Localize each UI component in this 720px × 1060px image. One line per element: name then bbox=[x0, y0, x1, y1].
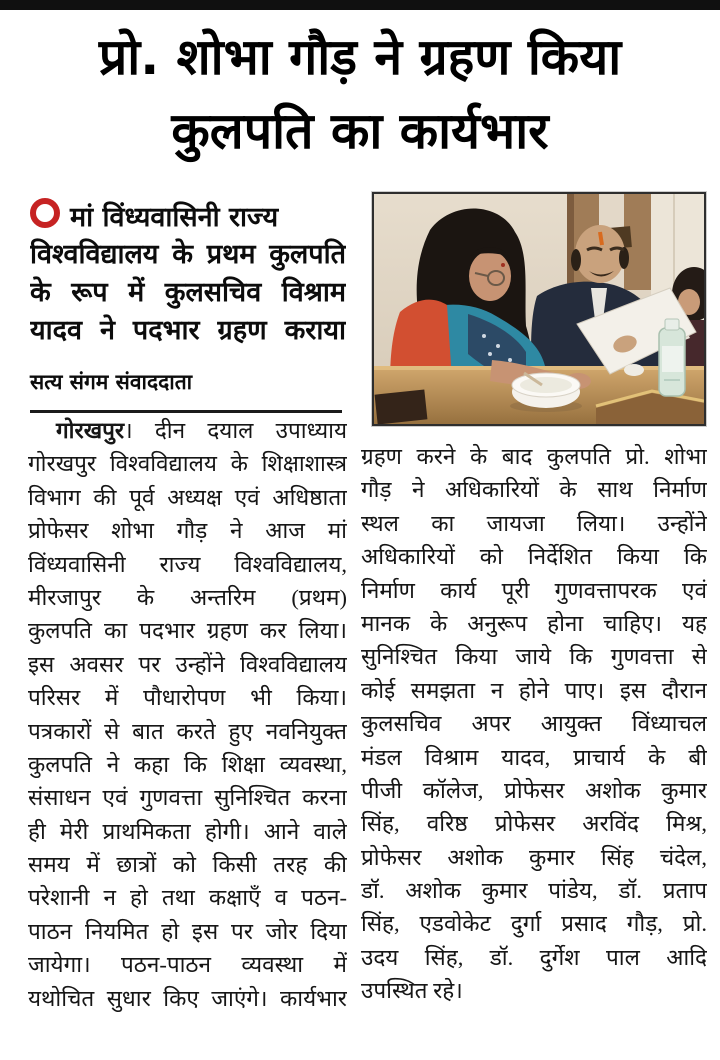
body-text-line: यथोचित सुधार किए जाएंगे। कार्यभार bbox=[28, 985, 347, 1011]
byline-divider-rule bbox=[30, 410, 342, 413]
lede-text: मां विंध्यवासिनी राज्य bbox=[70, 202, 279, 233]
article-column-right bbox=[361, 440, 707, 1008]
body-text-line: पीजी कॉलेज, प्रोफेसर अशोक कुमार bbox=[361, 777, 707, 803]
dateline: गोरखपुर bbox=[56, 418, 125, 443]
body-text-line: उपस्थित रहे। bbox=[361, 978, 463, 1004]
page-top-border-bar bbox=[0, 0, 720, 10]
article-column-left bbox=[28, 414, 347, 1015]
body-text-line: कुलसचिव अपर आयुक्त विंध्याचल bbox=[361, 711, 707, 737]
body-text-line: मंडल विश्राम यादव, प्राचार्य के बी bbox=[361, 744, 707, 770]
body-text-line: मीरजापुर के अन्तरिम (प्रथम) bbox=[28, 584, 347, 610]
body-text-line: समय में छात्रों को किसी तरह की bbox=[28, 852, 347, 878]
body-text-line: प्रोफेसर अशोक कुमार सिंह चंदेल, bbox=[361, 844, 707, 870]
body-text-line: स्थल का जायजा लिया। उन्होंने bbox=[361, 510, 707, 536]
left-column-lines bbox=[28, 447, 347, 1015]
lede-line: के रूप में कुलसचिव विश्राम bbox=[30, 277, 346, 308]
right-column-lines bbox=[361, 440, 707, 1008]
first-line-text: । दीन दयाल उपाध्याय bbox=[124, 418, 347, 443]
body-text-line: निर्माण कार्य पूरी गुणवत्तापरक एवं bbox=[361, 577, 707, 603]
news-photograph bbox=[372, 192, 706, 426]
lede-line: यादव ने पदभार ग्रहण कराया bbox=[30, 315, 346, 346]
body-text-line: गोरखपुर विश्वविद्यालय के शिक्षाशास्त्र bbox=[28, 451, 347, 477]
body-text-line: इस अवसर पर उन्होंने विश्वविद्यालय bbox=[28, 651, 347, 677]
body-text-line: परेशानी न हो तथा कक्षाएँ व पठन- bbox=[28, 885, 347, 911]
body-text-line: विभाग की पूर्व अध्यक्ष एवं अधिष्ठाता bbox=[28, 484, 347, 510]
body-text-line: ग्रहण करने के बाद कुलपति प्रो. शोभा bbox=[361, 444, 707, 469]
byline: सत्य संगम संवाददाता bbox=[30, 370, 193, 394]
body-text-line: अधिकारियों को निर्देशित किया कि bbox=[361, 544, 707, 570]
body-text-line: पाठन नियमित हो इस पर जोर दिया bbox=[28, 918, 347, 944]
body-text-line: मानक के अनुरूप होना चाहिए। यह bbox=[361, 610, 707, 636]
body-text-line: कुलपति ने कहा कि शिक्षा व्यवस्था, bbox=[28, 751, 347, 777]
body-text-line: कोई समझता न होने पाए। इस दौरान bbox=[361, 677, 707, 703]
body-text-line: सिंह, वरिष्ठ प्रोफेसर अरविंद मिश्र, bbox=[361, 811, 707, 837]
body-text-line: पत्रकारों से बात करते हुए नवनियुक्त bbox=[28, 718, 347, 744]
body-text-line: परिसर में पौधारोपण भी किया। bbox=[28, 685, 347, 711]
headline-line-2: कुलपति का कार्यभार bbox=[171, 102, 549, 160]
headline-line-1: प्रो. शोभा गौड़ ने ग्रहण किया bbox=[98, 28, 622, 86]
body-text-line: ही मेरी प्राथमिकता होगी। आने वाले bbox=[28, 818, 347, 844]
body-text-line: डॉ. अशोक कुमार पांडेय, डॉ. प्रताप bbox=[361, 878, 707, 904]
body-text-line: कुलपति का पदभार ग्रहण कर लिया। bbox=[28, 618, 347, 644]
body-text-line: संसाधन एवं गुणवत्ता सुनिश्चित करना bbox=[28, 785, 347, 811]
body-text-line: सिंह, एडवोकेट दुर्गा प्रसाद गौड़, प्रो. bbox=[361, 911, 707, 937]
article-headline bbox=[0, 20, 720, 168]
body-text-line: गौड़ ने अधिकारियों के साथ निर्माण bbox=[361, 477, 707, 503]
lede-line bbox=[30, 198, 346, 236]
body-first-line bbox=[28, 414, 347, 447]
lede-summary bbox=[30, 198, 346, 413]
body-text-line: विंध्यवासिनी राज्य विश्वविद्यालय, bbox=[28, 551, 347, 577]
body-text-line: जायेगा। पठन-पाठन व्यवस्था में bbox=[28, 952, 347, 978]
red-ring-bullet-icon bbox=[30, 198, 60, 228]
body-text-line: प्रोफेसर शोभा गौड़ ने आज मां bbox=[28, 518, 347, 544]
lede-line: विश्वविद्यालय के प्रथम कुलपति bbox=[30, 239, 346, 270]
body-text-line: उदय सिंह, डॉ. दुर्गेश पाल आदि bbox=[361, 944, 707, 970]
body-text-line: सुनिश्चित किया जाये कि गुणवत्ता से bbox=[361, 644, 707, 670]
news-photo-illustration bbox=[374, 194, 704, 424]
